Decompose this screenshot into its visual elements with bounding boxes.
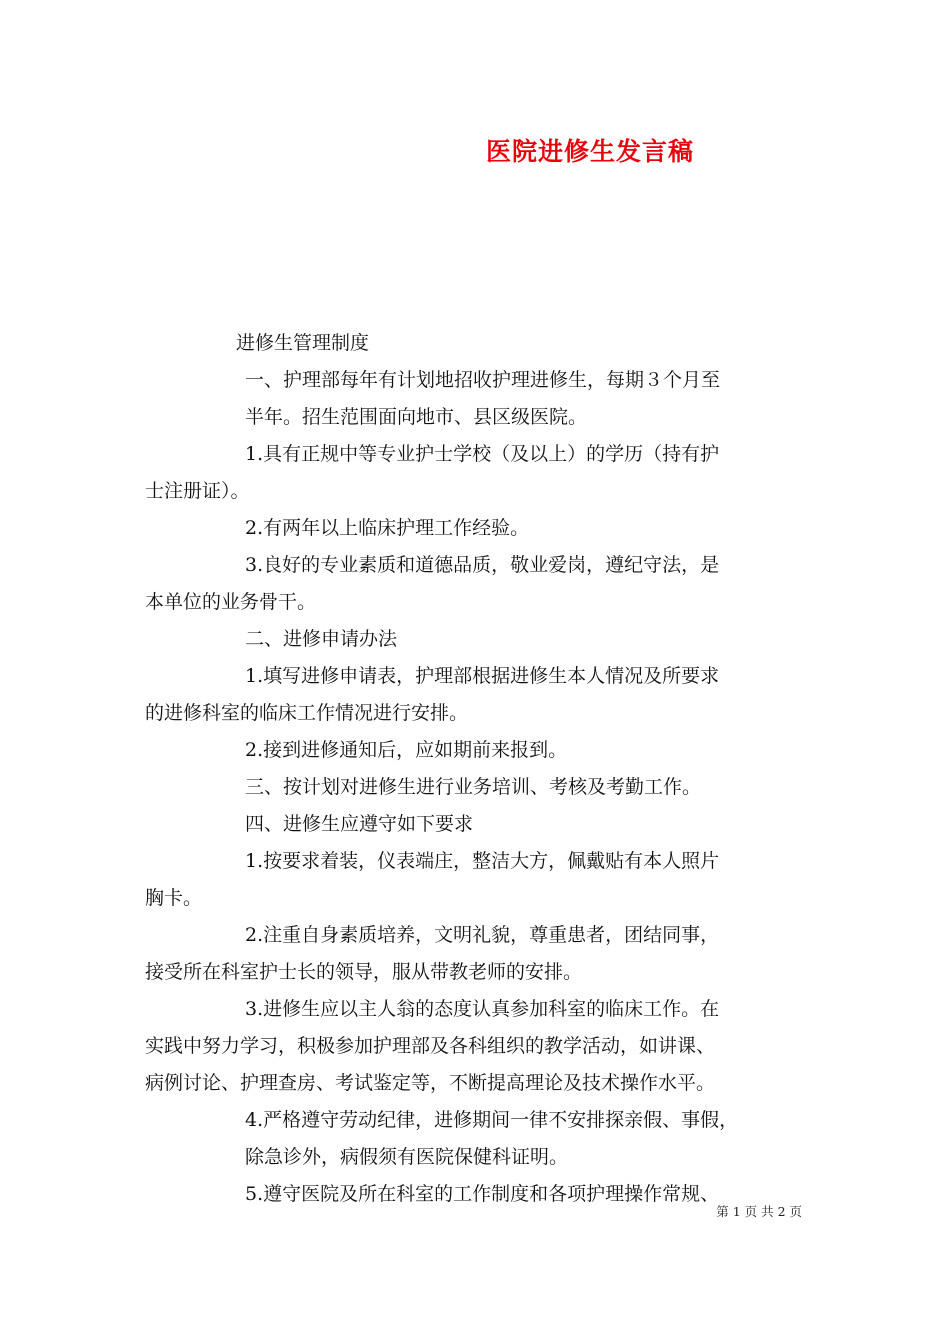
text-line: 士注册证）。 [145, 480, 250, 502]
text-line: 2.有两年以上临床护理工作经验。 [245, 517, 530, 539]
document-body [145, 325, 813, 1213]
text-line: 1.具有正规中等专业护士学校（及以上）的学历（持有护 [245, 443, 720, 465]
text-line: 1.填写进修申请表，护理部根据进修生本人情况及所要求 [245, 665, 720, 687]
text-line: 半年。招生范围面向地市、县区级医院。 [245, 406, 588, 428]
text-line: 三、按计划对进修生进行业务培训、考核及考勤工作。 [245, 776, 702, 798]
text-line: 一、护理部每年有计划地招收护理进修生，每期３个月至 [245, 369, 721, 391]
text-line: 进修生管理制度 [236, 332, 370, 354]
text-line: 3.进修生应以主人翁的态度认真参加科室的临床工作。在 [245, 998, 720, 1020]
text-line: 接受所在科室护士长的领导，服从带教老师的安排。 [145, 961, 583, 983]
page-title: 医院进修生发言稿 [485, 137, 694, 166]
text-line: 胸卡。 [145, 887, 203, 909]
text-line: 四、进修生应遵守如下要求 [245, 813, 474, 835]
text-line: 5.遵守医院及所在科室的工作制度和各项护理操作常规、 [245, 1183, 720, 1205]
text-line: 2.接到进修通知后，应如期前来报到。 [245, 739, 568, 761]
text-line: 实践中努力学习，积极参加护理部及各科组织的教学活动，如讲课、 [145, 1035, 716, 1057]
text-line: 二、进修申请办法 [245, 628, 398, 650]
text-line: 3.良好的专业素质和道德品质，敬业爱岗，遵纪守法，是 [245, 554, 720, 576]
text-line: 病例讨论、护理查房、考试鉴定等，不断提高理论及技术操作水平。 [145, 1072, 716, 1094]
text-line: 本单位的业务骨干。 [145, 591, 317, 613]
text-line: 的进修科室的临床工作情况进行安排。 [145, 702, 469, 724]
text-line: 2.注重自身素质培养，文明礼貌，尊重患者，团结同事， [245, 924, 720, 946]
text-line: 1.按要求着装，仪表端庄，整洁大方，佩戴贴有本人照片 [245, 850, 720, 872]
text-line: 除急诊外，病假须有医院保健科证明。 [245, 1146, 569, 1168]
page-footer: 第 1 页 共 2 页 [716, 1204, 802, 1219]
text-line: 4.严格遵守劳动纪律，进修期间一律不安排探亲假、事假， [245, 1109, 739, 1131]
